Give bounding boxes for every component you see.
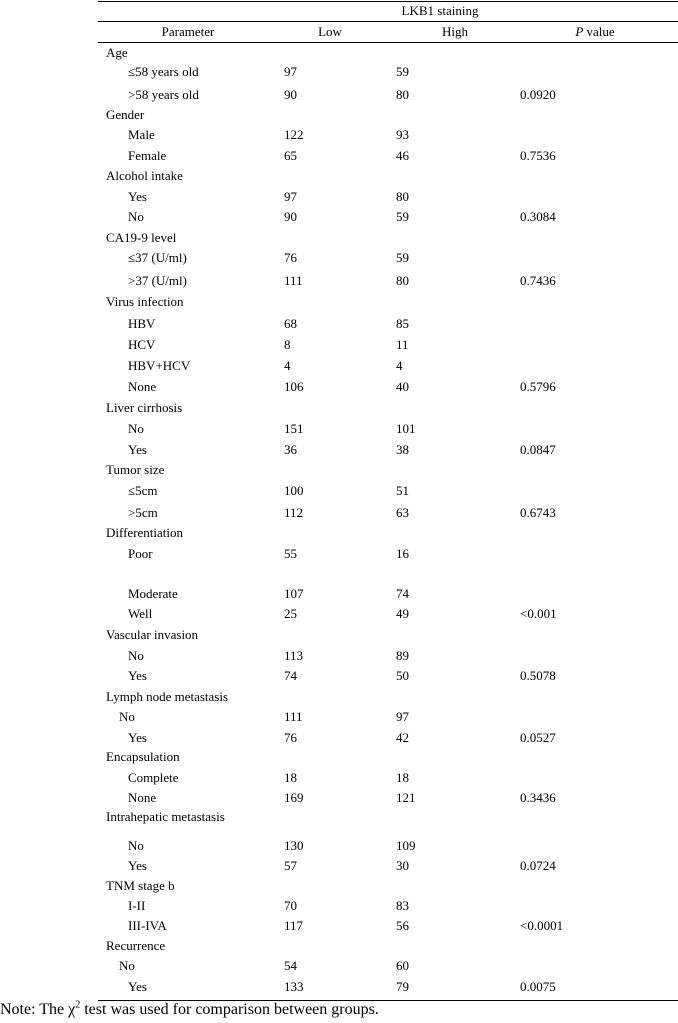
cell-high: 85	[396, 316, 409, 331]
cell-low: 55	[284, 546, 297, 561]
cell-high: 80	[396, 189, 409, 204]
cell-high: 59	[396, 64, 409, 79]
cell-low: 57	[284, 858, 297, 873]
row-sublabel: Well	[128, 606, 153, 621]
row-category-label: Alcohol intake	[106, 168, 183, 183]
row-category-label: Tumor size	[106, 462, 165, 477]
top-rule	[98, 1, 678, 2]
cell-p-value: <0.001	[520, 606, 557, 621]
cell-high: 16	[396, 546, 409, 561]
row-sublabel: >37 (U/ml)	[128, 273, 187, 288]
cell-high: 46	[396, 148, 409, 163]
row-sublabel: No	[119, 709, 135, 724]
cell-low: 74	[284, 668, 297, 683]
cell-low: 97	[284, 189, 297, 204]
cell-high: 11	[396, 337, 409, 352]
cell-low: 151	[284, 421, 304, 436]
group-header: LKB1 staining	[401, 3, 479, 18]
row-category-label: Differentiation	[106, 525, 184, 540]
row-sublabel: Poor	[128, 546, 153, 561]
note-superscript: 2	[75, 999, 81, 1011]
cell-p-value: 0.5078	[520, 668, 556, 683]
cell-p-value: 0.3436	[520, 790, 556, 805]
row-sublabel: Moderate	[128, 586, 178, 601]
cell-high: 97	[396, 709, 409, 724]
cell-p-value: <0.0001	[520, 918, 564, 933]
row-sublabel: >5cm	[128, 505, 158, 520]
cell-high: 89	[396, 648, 409, 663]
cell-low: 8	[284, 337, 291, 352]
cell-high: 49	[396, 606, 409, 621]
cell-high: 79	[396, 979, 409, 994]
row-category-label: TNM stage b	[106, 878, 175, 893]
note-prefix: Note: The χ	[0, 1001, 76, 1018]
cell-low: 90	[284, 209, 297, 224]
cell-p-value: 0.0075	[520, 979, 556, 994]
row-category-label: Liver cirrhosis	[106, 400, 183, 415]
cell-low: 18	[284, 770, 297, 785]
row-category-label: Vascular invasion	[106, 627, 199, 642]
cell-high: 60	[396, 958, 409, 973]
cell-low: 111	[284, 709, 303, 724]
table-note	[0, 1000, 379, 1020]
cell-p-value: 0.3084	[520, 209, 556, 224]
cell-high: 80	[396, 273, 409, 288]
cell-low: 70	[284, 898, 297, 913]
row-sublabel: HBV+HCV	[128, 358, 191, 373]
cell-high: 80	[396, 87, 409, 102]
cell-high: 59	[396, 209, 409, 224]
row-sublabel: Yes	[128, 442, 147, 457]
cell-low: 25	[284, 606, 297, 621]
row-sublabel: No	[119, 958, 135, 973]
row-category-label: Virus infection	[106, 294, 184, 309]
cell-p-value: 0.0847	[520, 442, 556, 457]
cell-p-value: 0.7436	[520, 273, 556, 288]
cell-low: 133	[284, 979, 304, 994]
row-category-label: Lymph node metastasis	[106, 689, 229, 704]
row-sublabel: >58 years old	[128, 87, 199, 102]
row-category-label: Recurrence	[106, 938, 166, 953]
row-sublabel: Yes	[128, 730, 147, 745]
cell-high: 63	[396, 505, 409, 520]
row-sublabel: No	[128, 838, 144, 853]
row-sublabel: Yes	[128, 189, 147, 204]
row-category-label: Encapsulation	[106, 749, 180, 764]
cell-high: 30	[396, 858, 409, 873]
row-sublabel: Male	[128, 127, 155, 142]
cell-p-value: 0.5796	[520, 379, 556, 394]
cell-low: 97	[284, 64, 297, 79]
col-header-parameter: Parameter	[161, 24, 215, 39]
row-sublabel: III-IVA	[128, 918, 167, 933]
cell-high: 93	[396, 127, 409, 142]
row-sublabel: No	[128, 209, 144, 224]
row-sublabel: Complete	[128, 770, 179, 785]
row-sublabel: I-II	[128, 898, 146, 913]
cell-p-value: 0.0527	[520, 730, 556, 745]
cell-low: 100	[284, 483, 304, 498]
cell-high: 83	[396, 898, 409, 913]
cell-low: 169	[284, 790, 304, 805]
row-sublabel: ≤5cm	[128, 483, 158, 498]
cell-low: 54	[284, 958, 297, 973]
row-category-label: CA19-9 level	[106, 230, 177, 245]
cell-high: 101	[396, 421, 416, 436]
cell-high: 40	[396, 379, 409, 394]
col-header-low: Low	[318, 24, 342, 39]
cell-high: 59	[396, 250, 409, 265]
cell-p-value: 0.6743	[520, 505, 556, 520]
cell-high: 38	[396, 442, 409, 457]
cell-high: 121	[396, 790, 416, 805]
cell-p-value: 0.0724	[520, 858, 556, 873]
row-category-label: Gender	[106, 107, 145, 122]
row-sublabel: None	[128, 790, 157, 805]
cell-low: 106	[284, 379, 304, 394]
row-sublabel: ≤37 (U/ml)	[128, 250, 187, 265]
row-sublabel: Yes	[128, 979, 147, 994]
cell-high: 42	[396, 730, 409, 745]
row-sublabel: Yes	[128, 858, 147, 873]
row-sublabel: None	[128, 379, 157, 394]
row-sublabel: Yes	[128, 668, 147, 683]
cell-low: 122	[284, 127, 304, 142]
row-sublabel: Female	[128, 148, 167, 163]
note-suffix: test was used for comparison between groups.	[80, 1001, 379, 1018]
group-rule	[98, 21, 678, 22]
row-category-label: Age	[106, 45, 128, 60]
cell-high: 50	[396, 668, 409, 683]
cell-low: 76	[284, 730, 297, 745]
cell-high: 109	[396, 838, 416, 853]
cell-low: 130	[284, 838, 304, 853]
cell-p-value: 0.7536	[520, 148, 556, 163]
cell-low: 117	[284, 918, 304, 933]
cell-low: 4	[284, 358, 291, 373]
cell-low: 36	[284, 442, 297, 457]
cell-low: 65	[284, 148, 297, 163]
cell-high: 56	[396, 918, 409, 933]
cell-high: 74	[396, 586, 409, 601]
cell-high: 4	[396, 358, 403, 373]
row-sublabel: No	[128, 421, 144, 436]
p-rest: value	[583, 24, 615, 39]
cell-low: 111	[284, 273, 303, 288]
cell-low: 113	[284, 648, 304, 663]
cell-low: 112	[284, 505, 304, 520]
row-sublabel: ≤58 years old	[128, 64, 199, 79]
row-sublabel: No	[128, 648, 144, 663]
cell-high: 51	[396, 483, 409, 498]
cell-low: 68	[284, 316, 297, 331]
col-header-p-value	[540, 24, 650, 40]
cell-p-value: 0.0920	[520, 87, 556, 102]
cell-low: 107	[284, 586, 304, 601]
cell-low: 90	[284, 87, 297, 102]
cell-high: 18	[396, 770, 409, 785]
row-sublabel: HCV	[128, 337, 156, 352]
row-category-label: Intrahepatic metastasis	[106, 809, 225, 824]
row-sublabel: HBV	[128, 316, 156, 331]
header-rule	[98, 42, 678, 43]
cell-low: 76	[284, 250, 297, 265]
p-italic: P	[575, 24, 584, 39]
col-header-high: High	[442, 24, 468, 39]
